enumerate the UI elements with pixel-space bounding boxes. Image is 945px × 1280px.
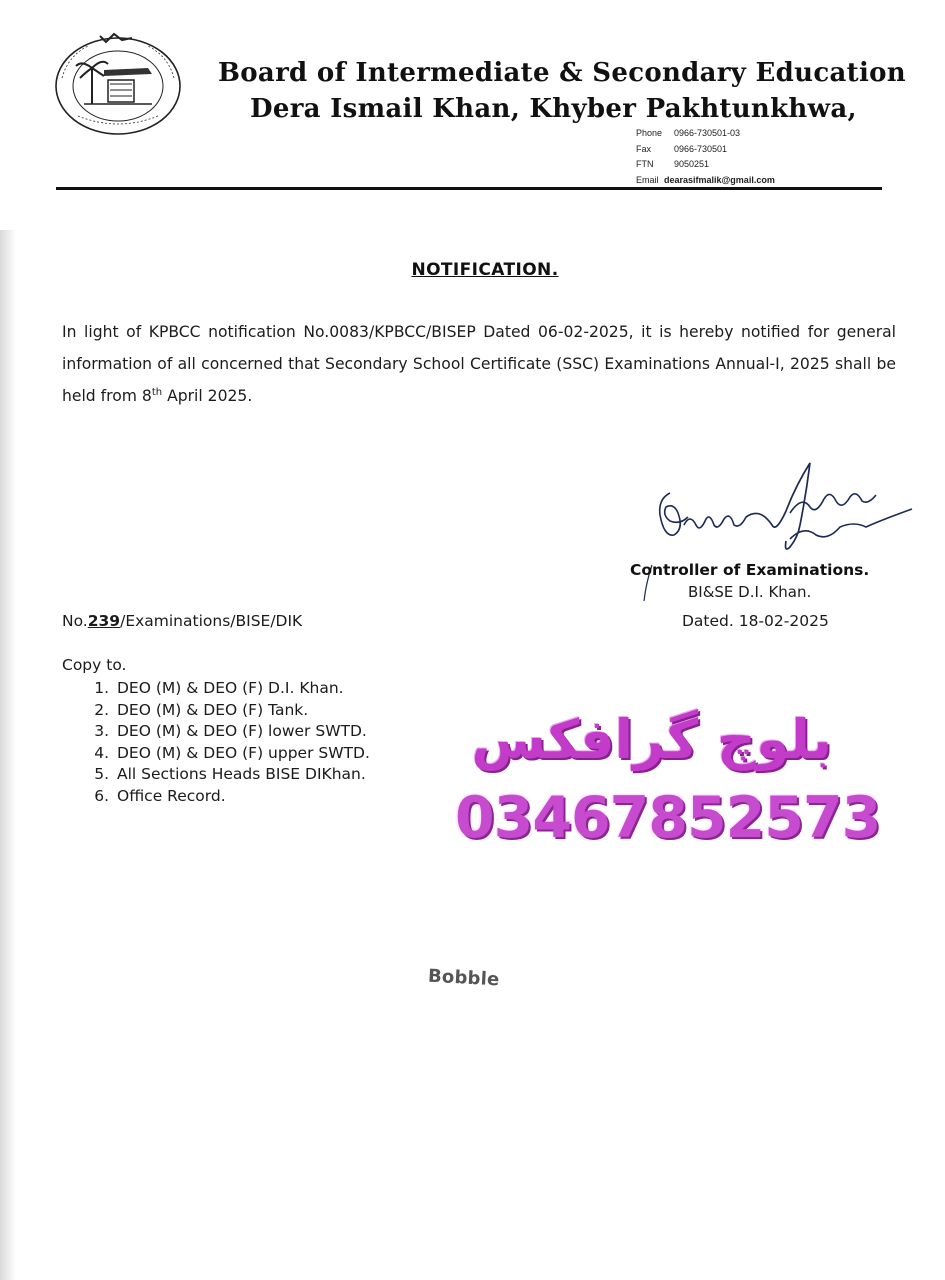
list-item	[62, 700, 462, 722]
ftn-label: FTN	[636, 159, 654, 169]
list-item	[62, 743, 462, 765]
notification-text: In light of KPBCC notification No.0083/KPBCC/BISEP Dated 06-02-2025, it is hereby notified for general information of all concerned that Secondary School Certificate (SSC) Examinations Annual-I, 2025 shall be held from 8	[62, 323, 896, 405]
list-item	[62, 721, 462, 743]
reference-number	[62, 612, 422, 630]
reference-serial: 239	[87, 612, 121, 630]
ordinal-suffix: th	[151, 386, 163, 398]
contact-phone	[636, 126, 856, 142]
phone-label: Phone	[636, 128, 663, 138]
signatory-office: BI&SE D.I. Khan.	[688, 583, 812, 601]
reference-suffix: /Examinations/BISE/DIK	[120, 612, 303, 630]
list-item-number: 5.	[94, 765, 109, 783]
list-item-number: 4.	[94, 743, 109, 762]
watermark-phone-number: 03467852573	[455, 785, 881, 851]
notification-text-end: April 2025.	[162, 387, 253, 405]
list-item	[62, 786, 462, 808]
signatory-title: Controller of Examinations.	[630, 561, 870, 579]
list-item-text: All Sections Heads BISE DIKhan.	[117, 765, 366, 783]
email-label: Email	[636, 174, 659, 185]
contact-ftn	[636, 157, 856, 173]
fax-label: Fax	[636, 143, 652, 154]
list-item-number: 2.	[94, 700, 109, 719]
list-item	[62, 764, 462, 786]
copy-to-list	[62, 678, 462, 807]
list-item-text: DEO (M) & DEO (F) D.I. Khan.	[117, 679, 344, 697]
phone-value: 0966-730501-03	[674, 128, 741, 138]
board-name: Board of Intermediate & Secondary Education	[218, 58, 906, 88]
copy-to-heading: Copy to.	[62, 656, 127, 674]
watermark-urdu-text: بلوچ گرافکس	[471, 708, 832, 771]
bobble-watermark: Bobble	[427, 965, 500, 991]
fax-value: 0966-730501	[674, 143, 728, 154]
ftn-value: 9050251	[674, 159, 710, 169]
list-item-number: 3.	[94, 722, 109, 740]
header-divider	[56, 187, 882, 190]
contact-block	[636, 126, 856, 188]
list-item	[62, 678, 462, 700]
notification-body	[62, 316, 896, 412]
board-logo-seal	[48, 28, 188, 138]
email-value: dearasifmalik@gmail.com	[664, 174, 775, 185]
scan-edge-shadow	[0, 230, 16, 1280]
list-item-number: 6.	[94, 786, 109, 805]
list-item-text: DEO (M) & DEO (F) lower SWTD.	[117, 722, 367, 740]
list-item-number: 1.	[94, 679, 109, 697]
list-item-text: DEO (M) & DEO (F) Tank.	[117, 700, 309, 719]
contact-fax	[636, 142, 856, 158]
issue-date: Dated. 18-02-2025	[682, 612, 829, 630]
list-item-text: DEO (M) & DEO (F) upper SWTD.	[117, 743, 370, 762]
contact-email	[636, 173, 856, 189]
reference-prefix: No.	[62, 612, 88, 630]
list-item-text: Office Record.	[117, 786, 226, 805]
board-location: Dera Ismail Khan, Khyber Pakhtunkhwa,	[250, 94, 857, 124]
notification-title: NOTIFICATION.	[411, 260, 559, 280]
